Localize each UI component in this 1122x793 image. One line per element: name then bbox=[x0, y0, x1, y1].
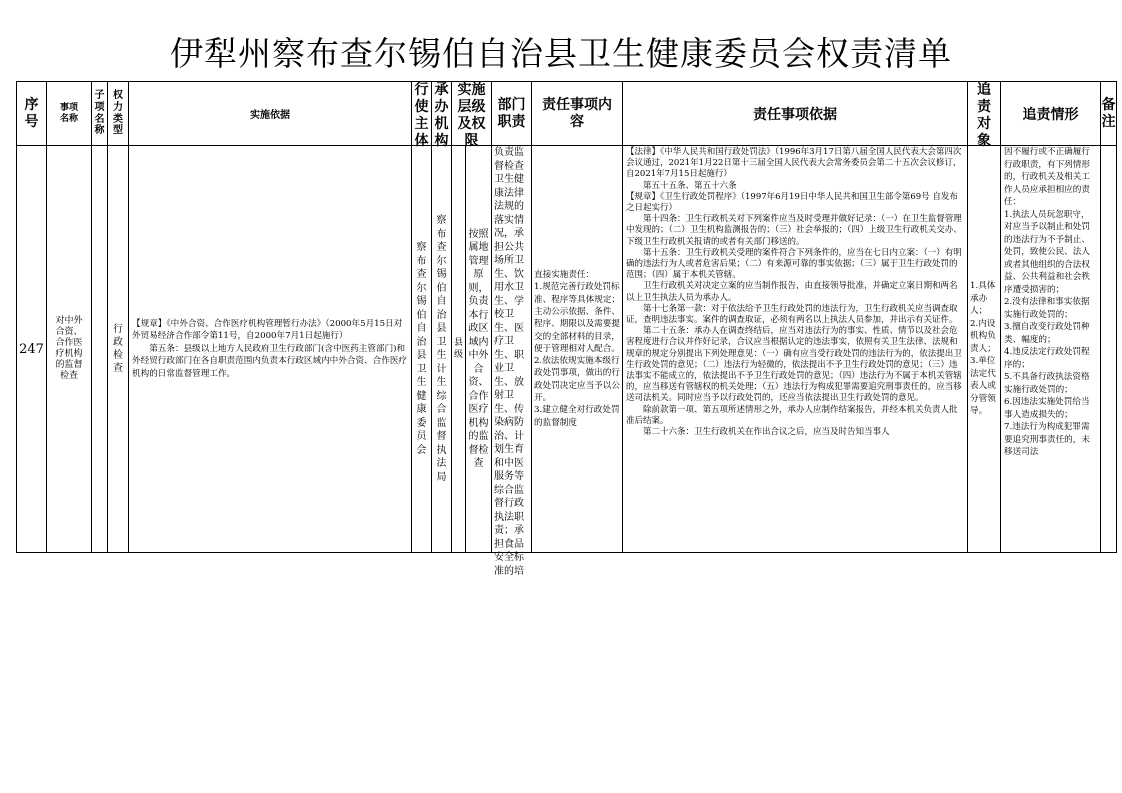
header-account-case: 追责情形 bbox=[1000, 81, 1100, 145]
row-power-type: 行政检查 bbox=[107, 145, 128, 553]
header-resp-content: 责任事项内容 bbox=[531, 81, 622, 145]
row-account-case: 因不履行或不正确履行行政职责，有下列情形的，行政机关及相关工作人员应承担相应的责任： 1.执法人员玩忽职守，对应当予以制止和处罚的违法行为不予制止、处罚，致使公民、法人或者其他组织的合法权益、公共利益和社会秩序遭受损害的； 2.没有法律和事实依据实施行政处罚的； 3.擅自改变行政处罚种类、幅度的； 4.违反法定行政处罚程序的； 5.不具备行政执法资格实施行政处罚的； 6.因违法实施处罚给当事人造成损失的； 7.违法行为构成犯罪需要追究刑事责任的，未移送司法 bbox=[1000, 145, 1100, 553]
row-remark bbox=[1100, 145, 1117, 553]
row-level: 县级 bbox=[451, 145, 465, 553]
row-undertaker: 察布查尔锡伯自治县卫生计生综合监督执法局 bbox=[431, 145, 451, 553]
row-resp-basis bbox=[622, 145, 967, 553]
resp-basis-paragraph: 第十五条：卫生行政机关受理的案件符合下列条件的，应当在七日内立案：（一）有明确的违法行为人或者危害后果；（二）有来源可靠的事实依据；（三）属于卫生行政处罚的范围；（四）属于本机关管辖。 bbox=[626, 247, 962, 281]
row-resp-content: 直接实施责任： 1.规范完善行政处罚标准、程序等具体规定；主动公示依据、条件、程序、期限以及需要提交的全部材料的目录，便于管理相对人配合。 2.依法依规实施本级行政处罚事项，做出的行政处罚决定应当予以公开。 3.建立健全对行政处罚的监督制度 bbox=[531, 145, 622, 553]
resp-basis-paragraph: 第二十六条：卫生行政机关在作出合议之后，应当及时告知当事人 bbox=[626, 427, 890, 438]
header-power-type: 权力类型 bbox=[107, 81, 128, 145]
resp-basis-paragraph: 第五十五条、第五十六条 bbox=[626, 180, 737, 191]
header-remark: 备注 bbox=[1100, 81, 1117, 145]
resp-basis-paragraph: 【规章】《卫生行政处罚程序》（1997年6月19日中华人民共和国卫生部令第69号 自发布之日起实行） bbox=[626, 191, 958, 214]
row-seq: 247 bbox=[16, 145, 46, 553]
header-level: 实施层级及权限 bbox=[451, 81, 491, 145]
header-basis: 实施依据 bbox=[128, 81, 411, 145]
header-resp-basis: 责任事项依据 bbox=[622, 81, 967, 145]
row-sub-item-name bbox=[91, 145, 107, 553]
resp-basis-paragraph: 第二十五条：承办人在调查终结后，应当对违法行为的事实、性质、情节以及社会危害程度进行合议并作好记录，合议应当根据认定的违法事实，依照有关卫生法律、法规和规章的规定分别提出下列处理意见：（一）确有应当受行政处罚的违法行为的，依法提出卫生行政处罚的意见；（二）违法行为轻微的，依法提出不予卫生行政处罚的意见；（三）违法事实不能成立的，依法提出不予卫生行政处罚的意见；（四）违法行为不属于本机关管辖的，应当移送有管辖权的机关处理；（五）违法行为构成犯罪需要追究刑事责任的，应当移送司法机关。同时应当予以行政处罚的，还应当依法提出卫生行政处罚的意见。 bbox=[626, 326, 962, 404]
resp-basis-paragraph: 第十四条：卫生行政机关对下列案件应当及时受理并做好记录：（一）在卫生监督管理中发现的；（二）卫生机构监测报告的；（三）社会举报的；（四）上级卫生行政机关交办、下级卫生行政机关报请的或者有关部门移送的。 bbox=[626, 214, 962, 247]
row-subject: 察布查尔锡伯自治县卫生健康委员会 bbox=[411, 145, 431, 553]
header-dept-duty: 部门职责 bbox=[491, 81, 531, 145]
resp-basis-paragraph: 第十七条第一款：对于依法给予卫生行政处罚的违法行为，卫生行政机关应当调查取证，查明违法事实。案件的调查取证，必须有两名以上执法人员参加，并出示有关证件。 bbox=[626, 303, 958, 326]
header-undertaker: 承办机构 bbox=[431, 81, 451, 145]
header-sub-item-name: 子项名称 bbox=[91, 81, 107, 145]
resp-basis-paragraph: 卫生行政机关对决定立案的应当制作报告，由直接领导批准，并确定立案日期和两名以上卫生执法人员为承办人。 bbox=[626, 281, 958, 303]
row-item-name: 对中外合资、合作医疗机构的监督检查 bbox=[46, 145, 91, 553]
resp-basis-paragraph: 除前款第一项、第五项所述情形之外，承办人应制作结案报告，并经本机关负责人批准后结案。 bbox=[626, 404, 958, 426]
row-basis: 【规章】《中外合资、合作医疗机构管理暂行办法》（2000年5月15日对外贸易经济合作部令第11号，自2000年7月1日起施行） 第五条：县级以上地方人民政府卫生行政部门(含中医药主管部门)和外经贸行政部门在各自职责范围内负责本行政区域内中外合资、合作医疗机构的日常监督管理工作。 bbox=[128, 145, 411, 553]
row-account-obj: 1.具体承办人； 2.内设机构负责人； 3.单位法定代表人或分管领导。 bbox=[967, 145, 1000, 553]
header-account-obj: 追责对象 bbox=[967, 81, 1000, 145]
header-seq: 序号 bbox=[16, 81, 46, 145]
row-dept-duty: 负责监督检查卫生健康法律法规的落实情况，承担公共场所卫生、饮用水卫生、学校卫生、医疗卫生、职业卫生、放射卫生、传染病防治、计划生育和中医服务等综合监督行政执法职责；承担食品安全标准的培 bbox=[491, 145, 531, 553]
resp-basis-paragraph: 【法律】《中华人民共和国行政处罚法》（1996年3月17日第八届全国人民代表大会第四次会议通过，2021年1月22日第十三届全国人民代表大会常务委员会第二十五次会议修订，自2021年7月15日起施行） bbox=[626, 147, 962, 180]
page-title: 伊犁州察布查尔锡伯自治县卫生健康委员会权责清单 bbox=[170, 34, 952, 73]
header-item-name: 事项名称 bbox=[46, 81, 91, 145]
row-level-detail: 按照属地管理原则，负责本行政区域内中外合资、合作医疗机构的监督检查 bbox=[465, 145, 491, 553]
header-subject: 行使主体 bbox=[411, 81, 431, 145]
